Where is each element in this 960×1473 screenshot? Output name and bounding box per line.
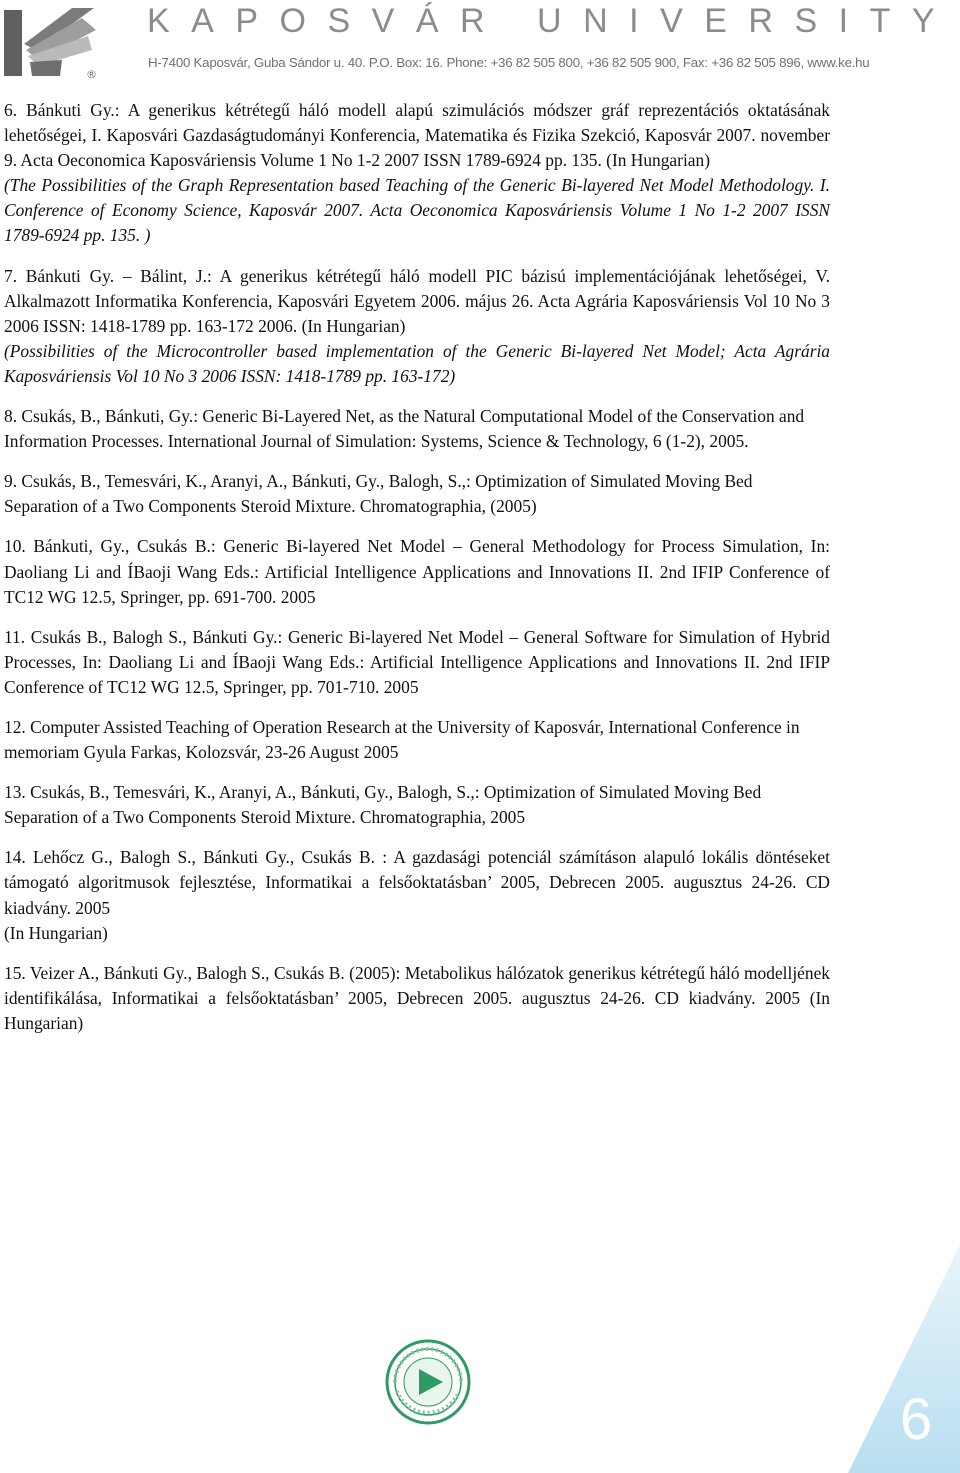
- page-number: 6: [900, 1387, 933, 1452]
- kaposvar-university-logo-icon: [2, 4, 98, 82]
- publication-entry-8: [4, 404, 830, 454]
- publication-citation: 12. Computer Assisted Teaching of Operation Research at the University of Kaposvár, International Conference in memoriam Gyula Farkas, Kolozsvár, 23-26 August 2005: [4, 716, 800, 763]
- publication-citation: 6. Bánkuti Gy.: A generikus kétrétegű háló modell alapú szimulációs módszer gráf reprezentációs oktatásának lehetőségei, I. Kaposvári Gazdaságtudományi Konferencia, Matematika és Fizika Szekció, Kaposvár 2007. november 9. Acta Oeconomica Kaposváriensis Volume 1 No 1-2 2007 ISSN 1789-6924 pp. 135. (In Hungarian): [4, 100, 830, 171]
- publication-citation: 9. Csukás, B., Temesvári, K., Aranyi, A., Bánkuti, Gy., Balogh, S.,: Optimization of Simulated Moving Bed Separation of a Two Components Steroid Mixture. Chromatographia, (2005): [4, 471, 753, 517]
- publication-citation: 15. Veizer A., Bánkuti Gy., Balogh S., Csukás B. (2005): Metabolikus hálózatok generikus kétrétegű háló modelljének identifikálása, Informatikai a felsőoktatásban’ 2005, Debrecen 2005. augusztus 24-26. CD kiadvány. 2005 (In Hungarian): [4, 962, 830, 1033]
- publication-list: [4, 98, 830, 1051]
- letterhead: [0, 0, 960, 82]
- publication-citation: 13. Csukás, B., Temesvári, K., Aranyi, A., Bánkuti, Gy., Balogh, S.,: Optimization of Simulated Moving Bed Separation of a Two Components Steroid Mixture. Chromatographia, 2005: [4, 782, 762, 828]
- publication-entry-11: [4, 625, 830, 700]
- publication-citation: 8. Csukás, B., Bánkuti, Gy.: Generic Bi-Layered Net, as the Natural Computational Model of the Conservation and Information Processes. International Journal of Simulation: Systems, Science & Technology, 6 (1-2), 2005.: [4, 406, 805, 452]
- publication-entry-14: [4, 845, 830, 945]
- publication-entry-12: [4, 715, 830, 765]
- publication-citation: 10. Bánkuti, Gy., Csukás B.: Generic Bi-layered Net Model – General Methodology for Process Simulation, In: Daoliang Li and ÍBaoji Wang Eds.: Artificial Intelligence Applications and Innovations II. 2nd IFIP Conference of TC12 WG 12.5, Springer, pp. 691-700. 2005: [4, 536, 830, 607]
- publication-citation: 14. Lehőcz G., Balogh S., Bánkuti Gy., Csukás B. : A gazdasági potenciál számításon alapuló lokális döntéseket támogató algoritmusok fejlesztése, Informatikai a felsőoktatásban’ 2005, Debrecen 2005. augusztus 24-26. CD kiadvány. 2005: [4, 847, 830, 918]
- publication-entry-7: [4, 264, 830, 389]
- quality-certification-seal-icon: [385, 1339, 471, 1425]
- publication-citation: (In Hungarian): [4, 922, 108, 943]
- university-address: H-7400 Kaposvár, Guba Sándor u. 40. P.O. Box: 16. Phone: +36 82 505 800, +36 82 505 900, Fax: +36 82 505 896, www.ke.hu: [148, 55, 870, 70]
- publication-entry-13: [4, 780, 830, 830]
- publication-citation: 11. Csukás B., Balogh S., Bánkuti Gy.: Generic Bi-layered Net Model – General Software for Simulation of Hybrid Processes, In: Daoliang Li and ÍBaoji Wang Eds.: Artificial Intelligence Applications and Innovations II. 2nd IFIP Conference of TC12 WG 12.5, Springer, pp. 701-710. 2005: [4, 626, 830, 697]
- publication-translation: (Possibilities of the Microcontroller based implementation of the Generic Bi-layered Net Model; Acta Agrária Kaposváriensis Vol 10 No 3 2006 ISSN: 1418-1789 pp. 163-172): [4, 340, 830, 386]
- registered-mark: ®: [86, 68, 97, 81]
- publication-citation: 7. Bánkuti Gy. – Bálint, J.: A generikus kétrétegű háló modell PIC bázisú implementációjának lehetőségei, V. Alkalmazott Informatika Konferencia, Kaposvári Egyetem 2006. május 26. Acta Agrária Kaposváriensis Vol 10 No 3 2006 ISSN: 1418-1789 pp. 163-172 2006. (In Hungarian): [4, 265, 830, 336]
- publication-entry-10: [4, 534, 830, 609]
- publication-entry-9: [4, 469, 830, 519]
- publication-entry-6: [4, 98, 830, 249]
- publication-translation: (The Possibilities of the Graph Representation based Teaching of the Generic Bi-layered Net Model Methodology. I. Conference of Economy Science, Kaposvár 2007. Acta Oeconomica Kaposváriensis Volume 1 No 1-2 2007 ISSN 1789-6924 pp. 135. ): [4, 175, 830, 246]
- university-name: KAPOSVÁR UNIVERSITY: [147, 2, 957, 40]
- publication-entry-15: [4, 961, 830, 1036]
